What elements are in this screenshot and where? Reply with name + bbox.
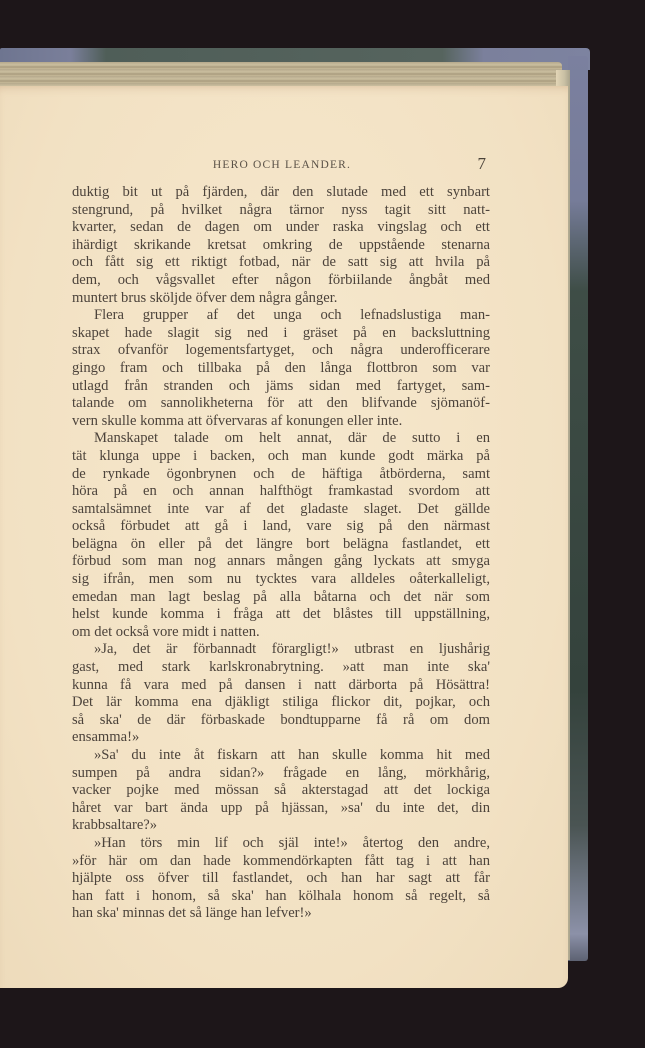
page-number: 7 [477, 154, 486, 173]
text-line: krabbsaltare?» [72, 817, 158, 834]
text-line: han fatt i honom, så ska' han kölhala honom så regelt, så [72, 887, 490, 904]
text-line: helst kunde komma i fråga att det blåstes till uppställning, [72, 606, 490, 623]
text-line: skapet hade slagit sig ned i gräset på en backsluttning [72, 324, 490, 341]
text-line: ensamma!» [72, 729, 140, 746]
text-line: så ska' de där förbaskade bondtupparne få rå om dom [72, 711, 490, 728]
body-text [72, 184, 490, 923]
running-title: HERO OCH LEANDER. [212, 159, 352, 171]
text-line: Manskapet talade om helt annat, där de sutto i en [94, 430, 490, 447]
text-line: sig ifrån, men som nu tycktes vara alldeles oåterkalleligt, [72, 571, 490, 588]
paragraph [72, 641, 490, 747]
paragraph [72, 835, 490, 923]
text-line: tät klunga uppe i backen, och man kunde godt märka på [72, 447, 490, 464]
text-line: emedan man lagt beslag på alla båtarna och det när som [72, 588, 490, 605]
text-line: om det också vore midt i natten. [72, 623, 260, 640]
book-cover-right-edge [568, 56, 588, 961]
paragraph [72, 184, 490, 307]
text-line: Det lär komma ena djäkligt stiliga flickor dit, pojkar, och [72, 694, 490, 711]
text-line: Flera grupper af det unga och lefnadslustiga man- [94, 307, 490, 324]
text-line: »för här om dan hade kommendörkapten fått tag i att han [72, 852, 490, 869]
text-line: och fått sig ett riktigt fotbad, när de satt sig att hvila på [72, 254, 490, 271]
text-line: stengrund, på hvilket några tärnor nyss tagit sitt natt- [72, 201, 490, 218]
text-line: gast, med stark karlskronabrytning. »att man inte ska' [72, 659, 490, 676]
text-line: »Sa' du inte åt fiskarn att han skulle komma hit med [94, 747, 490, 763]
running-head [72, 156, 492, 174]
text-line: duktig bit ut på fjärden, där den slutade med ett synbart [72, 184, 490, 200]
text-line: utlagd från stranden och jäms sidan med fartyget, sam- [72, 377, 490, 394]
text-line: belägna ön eller på det längre bort belägna fastlandet, ett [72, 535, 490, 552]
paragraph [72, 307, 490, 430]
text-line: »Han törs min lif och själ inte!» återtog den andre, [94, 834, 490, 851]
text-line: kunna få vara med på dansen i natt därborta på Hösättra! [72, 676, 490, 693]
text-line: höra på en och annan halfthögt framkastad svordom att [72, 483, 490, 500]
text-line: han ska' minnas det så länge han lefver!» [72, 905, 312, 922]
text-line: strax ofvanför logementsfartyget, och några underofficerare [72, 342, 490, 359]
text-line: sumpen på andra sidan?» frågade en lång, mörkhårig, [72, 764, 490, 781]
text-line: håret var bart ända upp på hjässan, »sa' du inte det, din [72, 799, 490, 816]
paragraph [72, 747, 490, 835]
text-line: »Ja, det är förbannadt förargligt!» utbrast en ljushårig [94, 641, 490, 658]
text-line: muntert brus sköljde öfver dem några gånger. [72, 289, 338, 306]
text-line: vacker pojke med mössan så akterstagad att det lockiga [72, 782, 490, 799]
text-line: också förbudet att gå i land, vare sig på den närmast [72, 518, 490, 535]
text-line: samtalsämnet inte var af det gladaste slaget. Det gällde [72, 500, 490, 517]
text-line: hjälpte oss öfver till fastlandet, och han har sagt att får [72, 870, 490, 887]
text-line: talande om sannolikheterna för att den blifvande sjömanöf- [72, 395, 490, 412]
text-line: gingo fram och tillbaka på den långa flottbron som var [72, 359, 490, 376]
text-line: dem, och vågsvallet efter någon förbiilande ångbåt med [72, 271, 490, 288]
paragraph [72, 430, 490, 641]
text-line: vern skulle komma att öfvervaras af konungen eller inte. [72, 412, 403, 429]
text-line: de rynkade ögonbrynen och de häftiga åtbörderna, samt [72, 465, 490, 482]
text-line: kvarter, sedan de dagen om under raska vingslag och ett [72, 219, 490, 236]
text-line: ihärdigt skrikande kretsat omkring de uppstående stenarna [72, 236, 490, 253]
text-line: förbud som man nog annars mången gång lyckats att smyga [72, 553, 490, 570]
